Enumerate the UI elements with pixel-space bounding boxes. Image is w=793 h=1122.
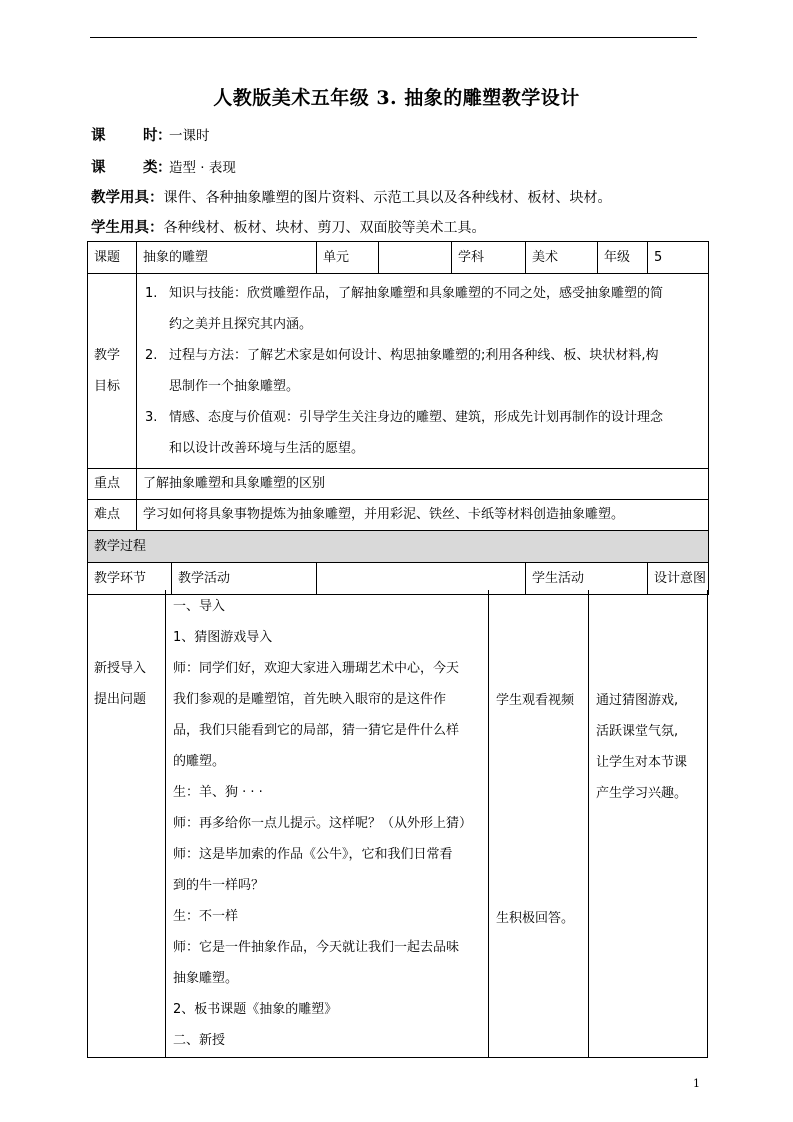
teacher-tools-label: 教学用具 (91, 190, 149, 206)
grade-value: 5 (648, 242, 709, 274)
meta-student-tools: 学生用具：各种线材、板材、块材、剪刀、双面胶等美术工具。 (91, 220, 486, 236)
meta-class-hours (91, 124, 210, 145)
intent-line: 让学生对本节课 (596, 755, 688, 770)
activity-line: 到的牛一样吗？ (173, 878, 265, 893)
document-title: 人教版美术五年级 3. 抽象的雕塑教学设计 (213, 87, 580, 109)
activity-line: 2、板书课题《抽象的雕塑》 (173, 1002, 338, 1017)
intent-line: 活跃课堂气氛, (596, 724, 679, 739)
key-point-label: 重点 (88, 469, 137, 500)
teacher-tools-value: 课件、各种抽象雕塑的图片资料、示范工具以及各种线材、板材、块材。 (163, 190, 612, 206)
meta-teacher-tools: 教学用具：课件、各种抽象雕塑的图片资料、示范工具以及各种线材、板材、块材。 (91, 190, 612, 206)
header-rule (90, 37, 697, 38)
difficulty-label: 难点 (88, 500, 137, 531)
intent-line: 产生学习兴趣。 (596, 786, 688, 801)
student-tools-value: 各种线材、板材、块材、剪刀、双面胶等美术工具。 (163, 220, 486, 236)
stage-line: 提出问题 (94, 692, 147, 707)
activity-line: 生：不一样 (173, 909, 239, 924)
category-label: 课 类： (91, 160, 172, 176)
activity-line: 的雕塑。 (173, 754, 226, 769)
goal-item: 3. 情感、态度与价值观：引导学生关注身边的雕塑、建筑，形成先计划再制作的设计理念 (145, 410, 664, 425)
goals-content: 1. 知识与技能：欣赏雕塑作品，了解抽象雕塑和具象雕塑的不同之处，感受抽象雕塑的简 约之美并且探究其内涵。 2. 过程与方法：了解艺术家是如何设计、构思抽象雕塑的;利用各种线、板、块状材料,构 思制作一个抽象雕塑。 3. 情感、态度与价值观：引导学生关注身边的雕塑、建筑，形成先计划再制作的设计理念 和以设计改善环境与生活的愿望。 (137, 274, 709, 469)
difficulty-value: 学习如何将具象事物提炼为抽象雕塑，并用彩泥、铁丝、卡纸等材料创造抽象雕塑。 (137, 500, 709, 531)
goal-item: 2. 过程与方法：了解艺术家是如何设计、构思抽象雕塑的;利用各种线、板、块状材料,构 (145, 348, 659, 363)
activity-line: 我们参观的是雕塑馆，首先映入眼帘的是这件作 (173, 692, 447, 707)
process-label: 教学过程 (88, 531, 709, 563)
unit-label: 单元 (317, 242, 379, 274)
table-row-difficulty (88, 500, 709, 531)
header-intent: 设计意图 (648, 563, 709, 595)
design-intent-cell (596, 685, 687, 809)
activity-line: 生：羊、狗 · · · (173, 785, 263, 800)
activity-line: 师：它是一件抽象作品，今天就让我们一起去品味 (173, 940, 460, 955)
activity-line: 抽象雕塑。 (173, 971, 239, 986)
activity-line: 师：再多给你一点儿提示。这样呢？（从外形上猜） (173, 816, 473, 831)
activity-line: 二、新授 (173, 1033, 226, 1048)
grade-label: 年级 (598, 242, 648, 274)
meta-category (91, 156, 236, 177)
student-tools-label: 学生用具 (91, 220, 149, 236)
activity-line: 一、导入 (173, 599, 226, 614)
goal-item: 1. 知识与技能：欣赏雕塑作品，了解抽象雕塑和具象雕塑的不同之处，感受抽象雕塑的简 (145, 286, 664, 301)
goals-label: 教学 目标 (88, 274, 137, 469)
stage-line: 新授导入 (94, 661, 147, 676)
activity-line: 品，我们只能看到它的局部，猜一猜它是件什么样 (173, 723, 460, 738)
activity-line: 师：这是毕加索的作品《公牛》，它和我们日常看 (173, 847, 453, 862)
header-student: 学生活动 (526, 563, 648, 595)
student-activity-1: 学生观看视频 (496, 693, 575, 708)
unit-value (379, 242, 452, 274)
table-row-goals (88, 274, 709, 469)
student-activity-2: 生积极回答。 (496, 911, 575, 926)
class-hours-label: 课 时： (91, 128, 172, 144)
lesson-plan-table (87, 241, 709, 595)
table-row-info (88, 242, 709, 274)
topic-value: 抽象的雕塑 (137, 242, 317, 274)
process-body (87, 590, 708, 1058)
page-number: 1 (693, 1077, 700, 1090)
subject-value: 美术 (526, 242, 598, 274)
category-value: 造型 · 表现 (169, 160, 236, 176)
header-activity: 教学活动 (171, 563, 316, 594)
header-stage: 教学环节 (94, 570, 147, 586)
activity-cell (173, 591, 472, 1056)
key-point-value: 了解抽象雕塑和具象雕塑的区别 (137, 469, 709, 500)
activity-line: 师：同学们好，欢迎大家进入珊瑚艺术中心，今天 (173, 661, 460, 676)
table-row-key-point (88, 469, 709, 500)
intent-line: 通过猜图游戏, (596, 693, 679, 708)
topic-label: 课题 (88, 242, 137, 274)
table-row-process (88, 531, 709, 563)
stage-cell (94, 653, 146, 715)
subject-label: 学科 (452, 242, 526, 274)
class-hours-value: 一课时 (169, 128, 210, 144)
activity-line: 1、猜图游戏导入 (173, 630, 273, 645)
